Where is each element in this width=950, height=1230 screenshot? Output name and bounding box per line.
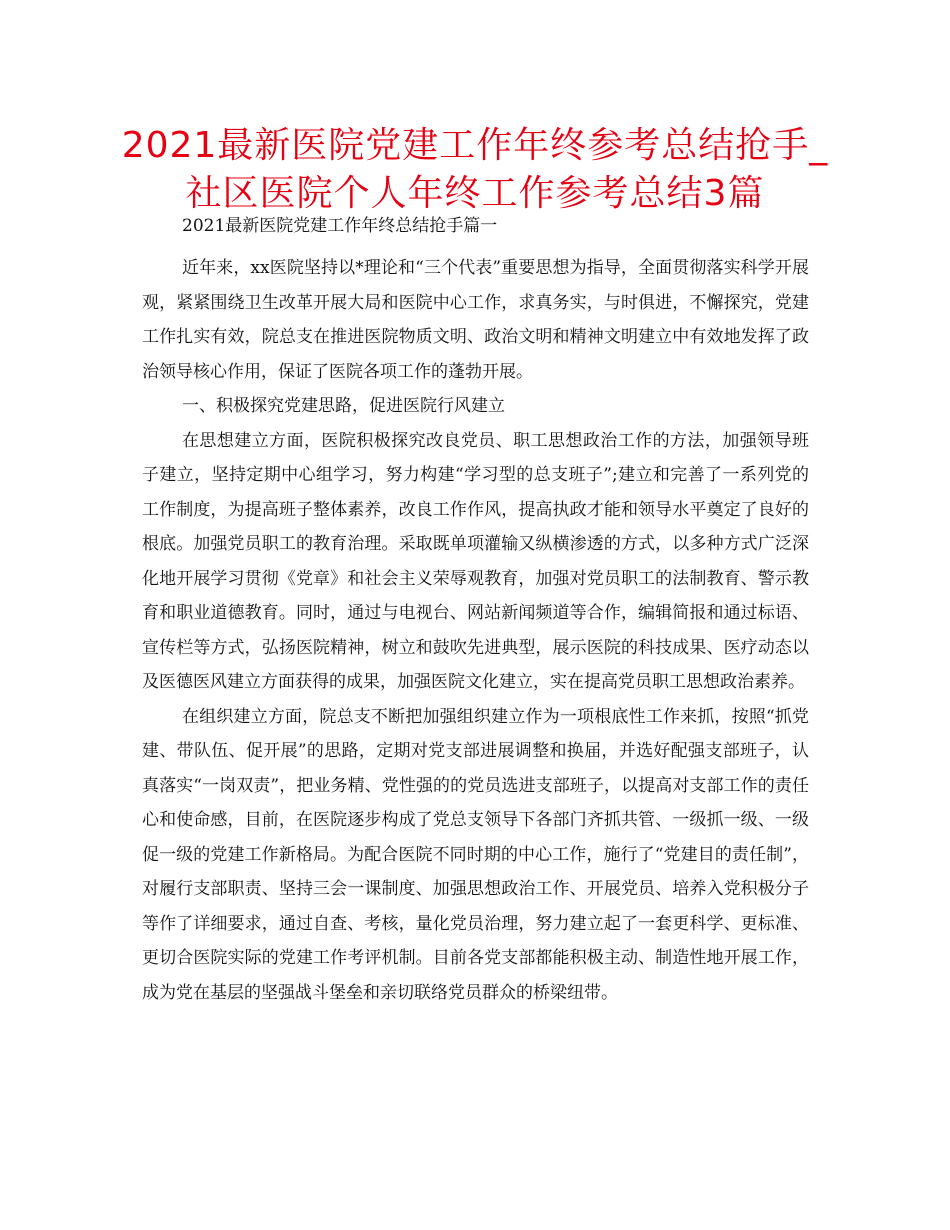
section-heading-1: 一、积极探究党建思路，促进医院行风建立 [182, 396, 505, 416]
paragraph-ideology: 在思想建立方面，医院积极探究改良党员、职工思想政治工作的方法，加强领导班子建立，坚持定期中心组学习，努力构建“学习型的总支班子”;建立和完善了一系列党的工作制度，为提高班子整体素养，改良工作作风，提高执政才能和领导水平奠定了良好的根底。加强党员职工的教育治理。采取既单项灌输又纵横渗透的方式，以多种方式广泛深化地开展学习贯彻《党章》和社会主义荣辱观教育，加强对党员职工的法制教育、警示教育和职业道德教育。同时，通过与电视台、网站新闻频道等合作，编辑简报和通过标语、宣传栏等方式，弘扬医院精神，树立和鼓吹先进典型，展示医院的科技成果、医疗动态以及医德医风建立方面获得的成果，加强医院文化建立，实在提高党员职工思想政治素养。 [142, 430, 809, 692]
document-title: 2021最新医院党建工作年终参考总结抢手_社区医院个人年终工作参考总结3篇 [121, 125, 829, 214]
paragraph-organization: 在组织建立方面，院总支不断把加强组织建立作为一项根底性工作来抓，按照“抓党建、带队伍、促开展”的思路，定期对党支部进展调整和换届，并选好配强支部班子，认真落实“一岗双责”，把业务精、党性强的的党员选进支部班子，以提高对支部工作的责任心和使命感，目前，在医院逐步构成了党总支领导下各部门齐抓共管、一级抓一级、一级促一级的党建工作新格局。为配合医院不同时期的中心工作，施行了“党建目的责任制”，对履行支部职责、坚持三会一课制度、加强思想政治工作、开展党员、培养入党积极分子等作了详细要求，通过自查、考核，量化党员治理，努力建立起了一套更科学、更标准、更切合医院实际的党建工作考评机制。目前各党支部都能积极主动、制造性地开展工作，成为党在基层的坚强战斗堡垒和亲切联络党员群众的桥梁纽带。 [142, 706, 809, 1003]
section-subheading: 2021最新医院党建工作年终总结抢手篇一 [182, 216, 498, 236]
paragraph-intro: 近年来，xx医院坚持以*理论和“三个代表”重要思想为指导，全面贯彻落实科学开展观，紧紧围绕卫生改革开展大局和医院中心工作，求真务实，与时俱进，不懈探究，党建工作扎实有效，院总支在推进医院物质文明、政治文明和精神文明建立中有效地发挥了政治领导核心作用，保证了医院各项工作的蓬勃开展。 [142, 258, 809, 382]
document-body [142, 251, 809, 1010]
